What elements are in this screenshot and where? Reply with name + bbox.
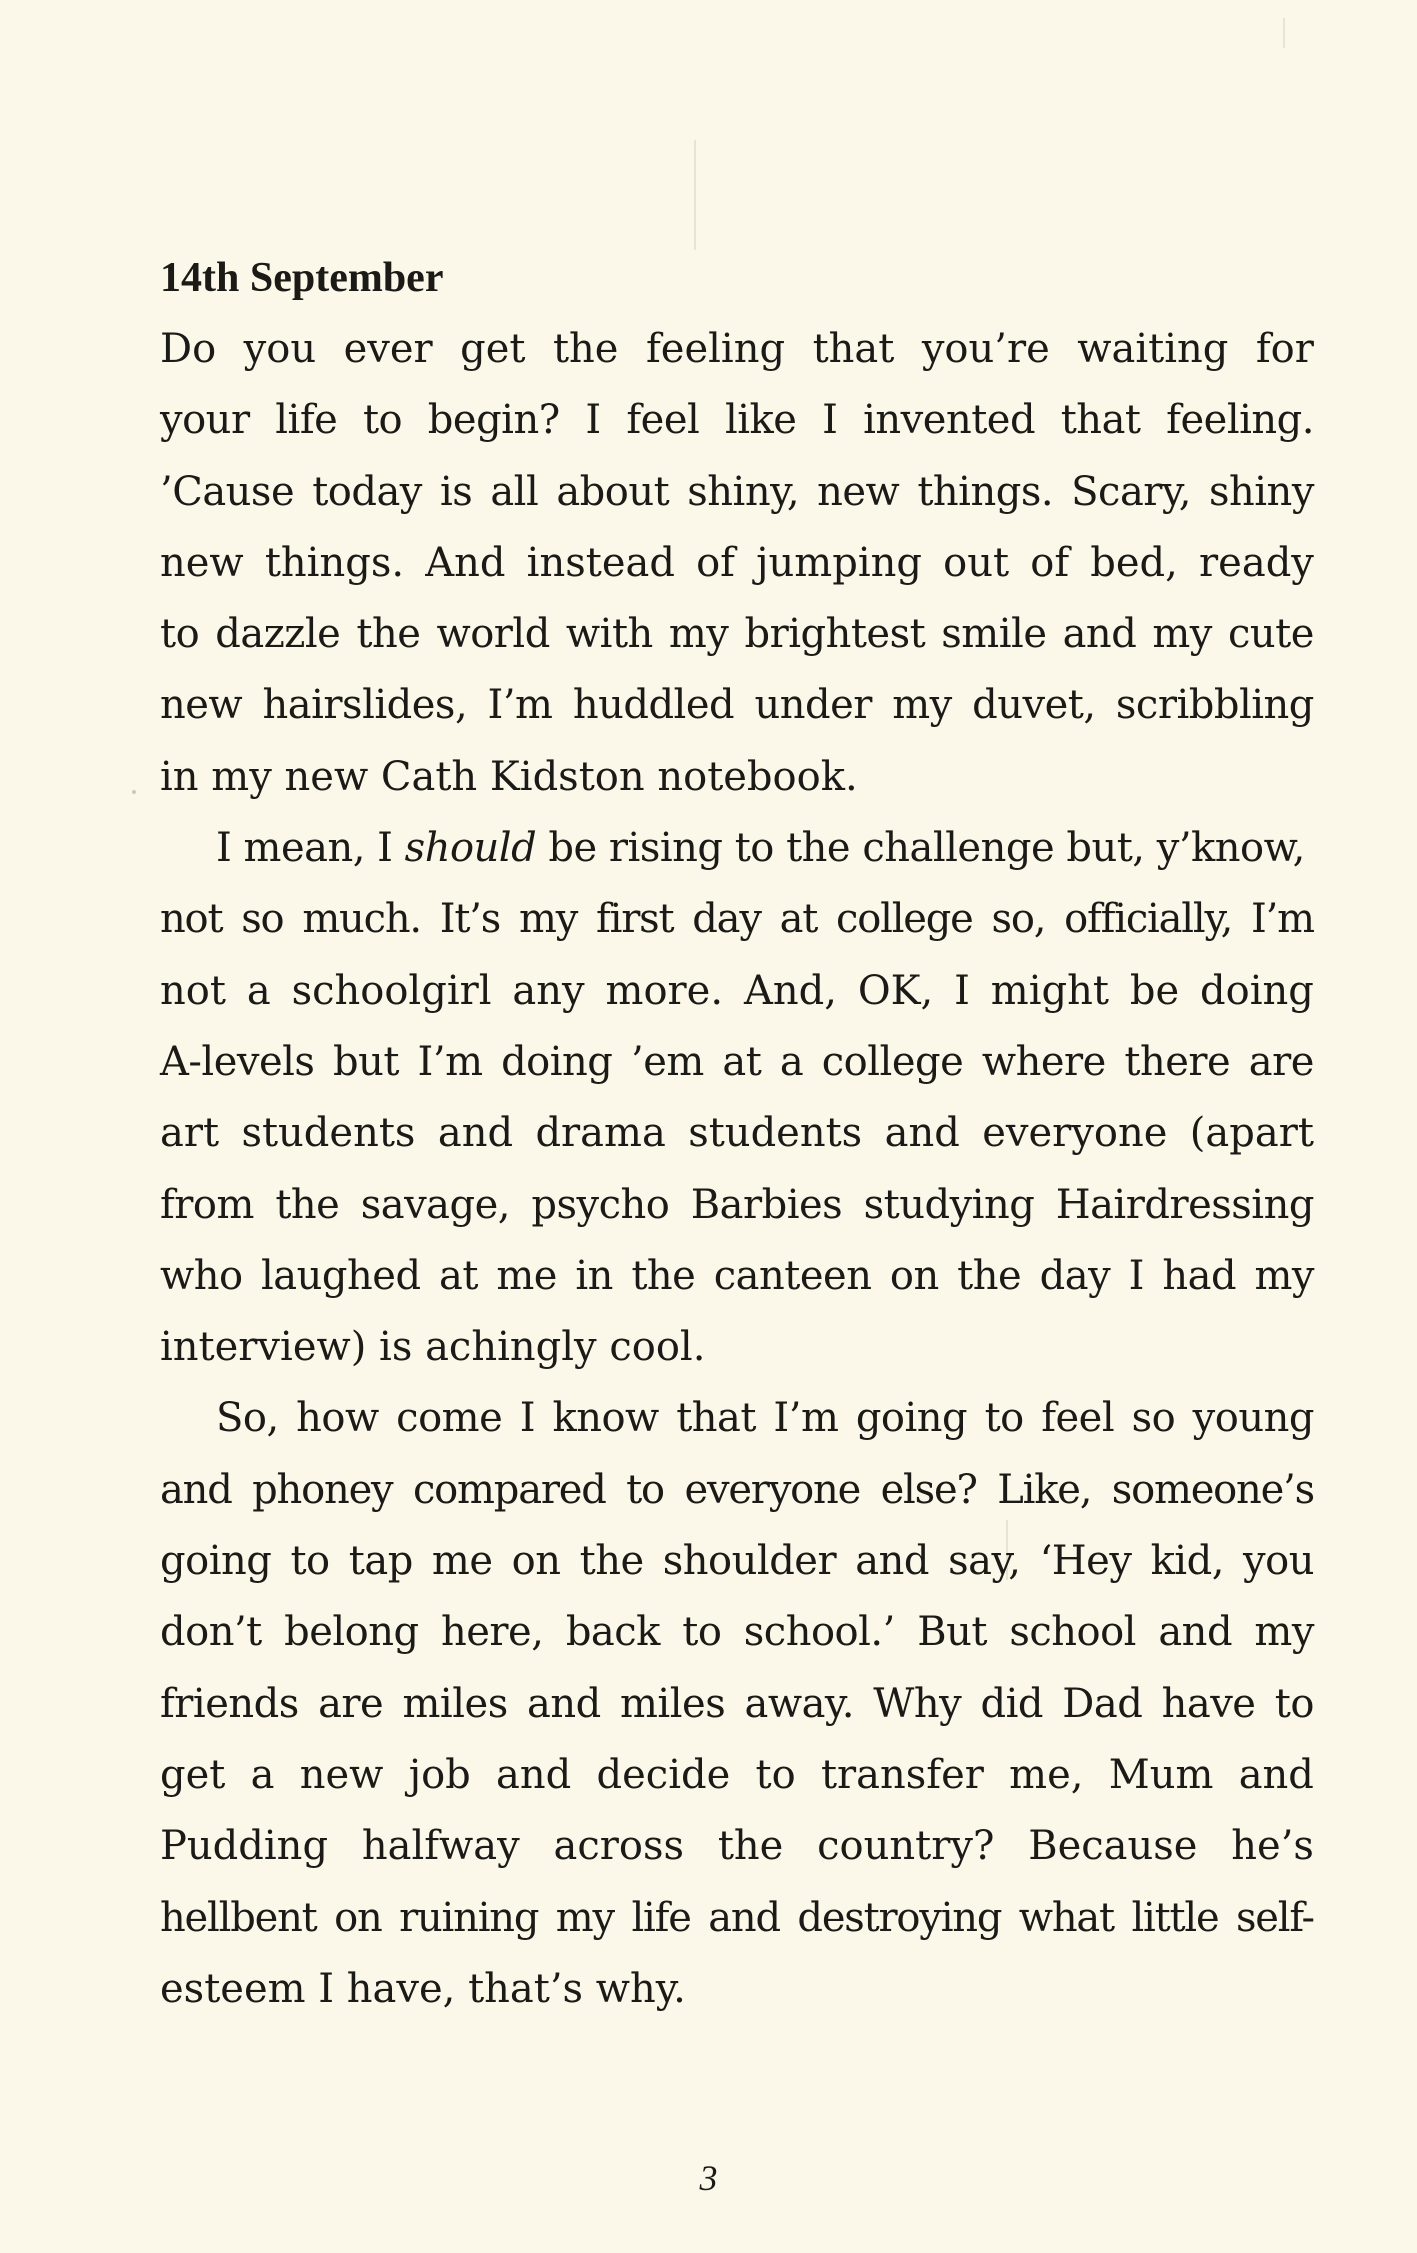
word: that	[1060, 397, 1141, 444]
word: transfer	[820, 1751, 984, 1798]
word: my	[1254, 1252, 1314, 1299]
word: the	[957, 1252, 1022, 1299]
word: invented	[863, 397, 1036, 444]
word: are	[1248, 1038, 1314, 1085]
word: who	[160, 1252, 243, 1299]
word: drama	[535, 1110, 666, 1157]
word: hellbent	[160, 1894, 317, 1941]
word: at	[438, 1252, 478, 1299]
word: the	[631, 1252, 696, 1299]
word: but	[333, 1038, 399, 1085]
word: the	[356, 611, 421, 658]
word: someone’s	[1111, 1466, 1314, 1513]
word: back	[565, 1609, 660, 1656]
word: scribbling	[1115, 682, 1314, 729]
text-line	[160, 1597, 1314, 1668]
text-line	[160, 1883, 1314, 1954]
word: studying	[863, 1181, 1035, 1228]
word: waiting	[1077, 326, 1229, 372]
word: OK,	[857, 967, 934, 1014]
text-line	[160, 599, 1314, 670]
word: jumping	[756, 539, 922, 586]
word: Mum	[1108, 1751, 1214, 1798]
text-line	[160, 1669, 1314, 1740]
diary-entry	[160, 248, 1314, 2025]
text-line	[160, 884, 1314, 955]
text-line	[160, 528, 1314, 599]
word: and	[855, 1538, 929, 1585]
word: where	[981, 1038, 1106, 1085]
word: But	[917, 1609, 987, 1656]
word: doing	[501, 1038, 613, 1085]
word: ‘Hey	[1039, 1538, 1132, 1585]
word: out	[943, 539, 1010, 586]
word: he’s	[1231, 1823, 1314, 1870]
word: me,	[1009, 1751, 1084, 1798]
paragraph-1	[160, 314, 1314, 813]
word: young	[1192, 1395, 1314, 1442]
word: at	[779, 896, 818, 943]
word: not	[160, 896, 223, 943]
word: me	[496, 1252, 557, 1299]
word: at	[722, 1038, 762, 1085]
word: I	[1128, 1252, 1144, 1299]
word: Scary,	[1071, 468, 1191, 515]
word: and	[884, 1110, 960, 1157]
word: day	[1039, 1252, 1111, 1299]
word: savage,	[360, 1181, 511, 1228]
word: students	[241, 1110, 416, 1157]
word: begin?	[427, 397, 560, 444]
word: kid,	[1150, 1538, 1224, 1585]
word: the	[717, 1823, 784, 1870]
word: for	[1255, 326, 1314, 372]
word: everyone	[684, 1466, 861, 1513]
paragraph-2	[160, 813, 1314, 1383]
word: school.’	[743, 1609, 895, 1656]
text-line	[160, 385, 1314, 456]
word: ’Cause	[160, 468, 295, 515]
word: much.	[302, 896, 421, 943]
word: ruining	[399, 1894, 539, 1941]
word: so,	[991, 896, 1046, 943]
word: hairslides,	[262, 682, 468, 729]
text-line	[160, 1170, 1314, 1241]
word: the	[275, 1181, 340, 1228]
word: day	[692, 896, 761, 943]
word: I	[585, 397, 601, 444]
word: a	[779, 1038, 804, 1085]
word: to	[626, 1466, 664, 1513]
word: duvet,	[972, 682, 1096, 729]
word: on	[334, 1894, 382, 1941]
word: and	[496, 1751, 572, 1798]
word: with	[565, 611, 653, 658]
word: have	[1161, 1680, 1256, 1727]
word: I’m	[773, 1395, 839, 1442]
text-line	[160, 1383, 1314, 1454]
word: of	[1030, 539, 1070, 586]
word: and	[527, 1680, 601, 1727]
word: your	[160, 397, 250, 444]
text-line	[160, 1526, 1314, 1597]
word: schoolgirl	[291, 967, 492, 1014]
word: did	[980, 1680, 1043, 1727]
word: to	[984, 1395, 1024, 1442]
word: about	[556, 468, 670, 515]
text-line	[160, 1740, 1314, 1811]
word: feel	[1041, 1395, 1115, 1442]
text-line	[160, 1241, 1314, 1312]
word: my	[1152, 611, 1212, 658]
word: I’m	[417, 1038, 483, 1085]
word: It’s	[439, 896, 501, 943]
paragraph-3	[160, 1383, 1314, 2025]
word: instead	[526, 539, 675, 586]
word: I’m	[487, 682, 553, 729]
text-line	[160, 1811, 1314, 1882]
word: things.	[264, 539, 405, 586]
word: of	[696, 539, 735, 586]
scan-artifact	[694, 140, 696, 250]
scan-artifact	[1283, 18, 1285, 48]
word: to	[682, 1609, 722, 1656]
word: school	[1009, 1609, 1136, 1656]
word: psycho	[531, 1181, 670, 1228]
word: things.	[917, 468, 1054, 515]
word: the	[552, 326, 619, 372]
word: is	[439, 468, 473, 515]
text-line: esteem I have, that’s why.	[160, 1965, 686, 2012]
word: had	[1162, 1252, 1237, 1299]
word: under	[754, 682, 872, 729]
word: like	[724, 397, 797, 444]
word: halfway	[361, 1823, 520, 1870]
word: are	[318, 1680, 384, 1727]
word: world	[436, 611, 550, 658]
word: to	[1274, 1680, 1314, 1727]
word: I’m	[1250, 896, 1314, 943]
word: to	[160, 611, 200, 658]
word: my	[1254, 1609, 1314, 1656]
word: the	[579, 1538, 644, 1585]
word: ’em	[630, 1038, 704, 1085]
word: today	[312, 468, 422, 515]
word: self-	[1235, 1894, 1314, 1941]
word: everyone	[982, 1110, 1168, 1157]
word: Do	[160, 326, 217, 372]
word: students	[688, 1110, 863, 1157]
word: so	[241, 896, 284, 943]
word: you’re	[921, 326, 1050, 372]
word: else?	[880, 1466, 977, 1513]
word: canteen	[713, 1252, 872, 1299]
word: doing	[1200, 967, 1314, 1014]
word: here,	[441, 1609, 544, 1656]
word: miles	[620, 1680, 726, 1727]
word: life	[631, 1894, 691, 1941]
word: my	[892, 682, 952, 729]
word: to	[755, 1751, 796, 1798]
word: new	[299, 1751, 384, 1798]
word: college	[836, 896, 973, 943]
word: me	[431, 1538, 493, 1585]
word: destroying	[797, 1894, 1002, 1941]
word: going	[855, 1395, 968, 1442]
word: I	[822, 397, 838, 444]
text-line	[160, 956, 1314, 1027]
emphasis-word: should	[404, 825, 537, 872]
word: feeling	[645, 326, 786, 372]
word: Barbies	[690, 1181, 843, 1228]
word: feeling.	[1166, 397, 1314, 444]
word: college	[821, 1038, 964, 1085]
scan-artifact	[132, 790, 136, 794]
word: So,	[216, 1395, 279, 1442]
word: art	[160, 1110, 220, 1157]
word: phoney	[252, 1466, 393, 1513]
word: Like,	[997, 1466, 1092, 1513]
word: feel	[626, 397, 700, 444]
word: new	[817, 468, 900, 515]
word: Pudding	[160, 1823, 329, 1870]
word: and	[1238, 1751, 1314, 1798]
word: all	[490, 468, 539, 515]
text-line	[160, 813, 1314, 884]
word: so	[1131, 1395, 1176, 1442]
word: compared	[412, 1466, 606, 1513]
word: any	[512, 967, 585, 1014]
word: tap	[348, 1538, 413, 1585]
text-line	[160, 1027, 1314, 1098]
word: what	[1018, 1894, 1114, 1941]
word: you	[1243, 1538, 1314, 1585]
text-fragment: I mean, I	[216, 825, 405, 872]
word: that	[812, 326, 895, 372]
text-fragment: be rising to the challenge but, y’know,	[536, 825, 1305, 872]
word: decide	[596, 1751, 731, 1798]
word: from	[160, 1181, 254, 1228]
word: shiny	[1208, 468, 1314, 515]
word: and	[708, 1894, 780, 1941]
text-line	[160, 314, 1314, 385]
text-line	[160, 670, 1314, 741]
word: country?	[817, 1823, 995, 1870]
word: to	[362, 397, 403, 444]
word: and	[160, 1466, 232, 1513]
word: smile	[941, 611, 1047, 658]
word: be	[1129, 967, 1180, 1014]
word: first	[596, 896, 674, 943]
word: little	[1131, 1894, 1219, 1941]
word: new	[160, 539, 244, 586]
word: life	[275, 397, 338, 444]
word: brightest	[744, 611, 926, 658]
word: my	[519, 896, 578, 943]
word: bed,	[1090, 539, 1178, 586]
text-line: in my new Cath Kidston notebook.	[160, 753, 858, 800]
word: away.	[744, 1680, 854, 1727]
word: officially,	[1064, 896, 1233, 943]
word: you	[243, 326, 317, 372]
page-number: 3	[699, 2158, 718, 2198]
word: don’t	[160, 1609, 262, 1656]
word: belong	[284, 1609, 419, 1656]
word: (apart	[1189, 1110, 1314, 1157]
word: on	[889, 1252, 939, 1299]
word: get	[160, 1751, 226, 1798]
word: miles	[402, 1680, 508, 1727]
word: laughed	[261, 1252, 421, 1299]
word: my	[555, 1894, 614, 1941]
word: and	[437, 1110, 514, 1157]
word: Why	[873, 1680, 962, 1727]
word: not	[160, 967, 226, 1014]
word: dazzle	[215, 611, 341, 658]
word: job	[408, 1751, 471, 1798]
word: on	[511, 1538, 561, 1585]
word: friends	[160, 1680, 299, 1727]
word: Because	[1028, 1823, 1198, 1870]
text-line	[160, 1455, 1314, 1526]
word: might	[990, 967, 1109, 1014]
word: new	[160, 682, 243, 729]
word: say,	[948, 1538, 1021, 1585]
text-line	[160, 1098, 1314, 1169]
word: Hairdressing	[1055, 1181, 1314, 1228]
word: shiny,	[687, 468, 800, 515]
entry-date: 14th September	[160, 255, 444, 301]
word: get	[460, 326, 526, 372]
word: And,	[743, 967, 837, 1014]
word: huddled	[572, 682, 735, 729]
word: across	[553, 1823, 685, 1870]
word: a	[246, 967, 271, 1014]
word: know	[552, 1395, 659, 1442]
word: my	[668, 611, 729, 658]
word: how	[296, 1395, 379, 1442]
word: there	[1124, 1038, 1231, 1085]
word: going	[160, 1538, 272, 1585]
word: that	[676, 1395, 756, 1442]
word: come	[396, 1395, 503, 1442]
word: and	[1062, 611, 1137, 658]
word: And	[425, 539, 506, 586]
word: in	[575, 1252, 613, 1299]
word: Dad	[1062, 1680, 1143, 1727]
text-line: interview) is achingly cool.	[160, 1324, 706, 1371]
word: to	[290, 1538, 330, 1585]
word: A-levels	[160, 1038, 315, 1085]
word: I	[519, 1395, 536, 1442]
word: and	[1158, 1609, 1233, 1656]
word: cute	[1227, 611, 1314, 658]
word: shoulder	[662, 1538, 837, 1585]
text-line	[160, 457, 1314, 528]
word: more.	[605, 967, 724, 1014]
word: ever	[343, 326, 433, 372]
word: a	[250, 1751, 275, 1798]
word: ready	[1199, 539, 1314, 586]
word: I	[954, 967, 970, 1014]
